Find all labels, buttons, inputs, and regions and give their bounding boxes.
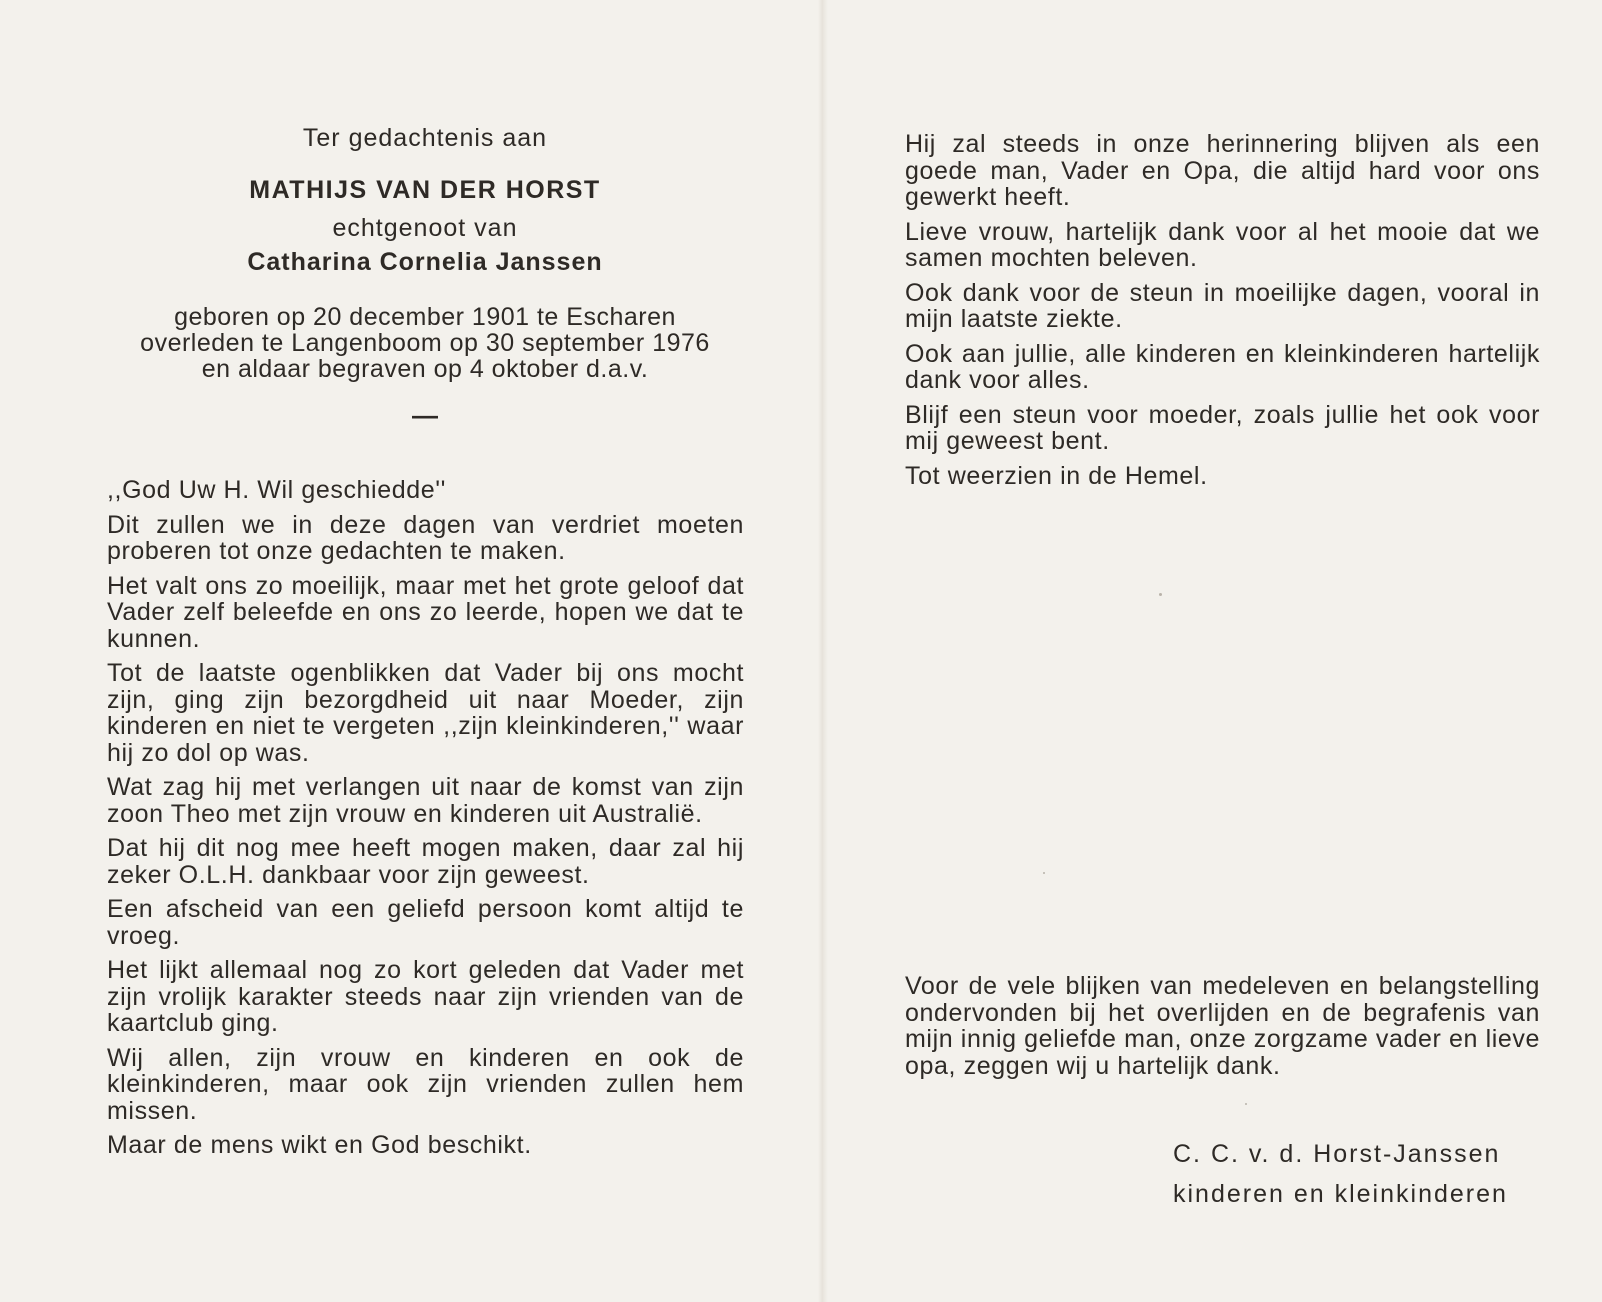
intro-text: Ter gedachtenis aan xyxy=(302,124,548,152)
left-text-body xyxy=(107,477,744,1167)
birth-line: geboren op 20 december 1901 te Escharen xyxy=(174,303,676,331)
right-text-body xyxy=(905,131,1540,497)
paper-speck xyxy=(1245,1103,1247,1105)
paper-speck xyxy=(1043,872,1045,874)
paragraph: Maar de mens wikt en God beschikt. xyxy=(107,1131,532,1159)
deceased-name: MATHIJS VAN DER HORST xyxy=(249,176,601,204)
paragraph: Tot weerzien in de Hemel. xyxy=(905,461,1208,490)
thanks-paragraph: Voor de vele blijken van medeleven en belangstelling ondervonden bij het overlijden en de begrafenis van mijn innig geliefde man, onze zorgzame vader en lieve opa, zeggen wij u hartelijk dank. xyxy=(905,972,1540,1080)
paragraph: Wij allen, zijn vrouw en kinderen en ook de kleinkinderen, maar ook zijn vrienden zullen hem missen. xyxy=(107,1043,744,1125)
separator-dash: — xyxy=(412,400,438,430)
burial-line: en aldaar begraven op 4 oktober d.a.v. xyxy=(201,355,649,383)
paragraph: Een afscheid van een geliefd persoon komt altijd te vroeg. xyxy=(107,895,744,950)
spouse-name: Catharina Cornelia Janssen xyxy=(247,248,603,276)
paragraph: Ook dank voor de steun in moeilijke dagen, vooral in mijn laatste ziekte. xyxy=(905,278,1540,333)
paragraph: Blijf een steun voor moeder, zoals jullie het ook voor mij geweest bent. xyxy=(905,400,1540,455)
signature-block xyxy=(1173,1134,1540,1214)
paragraph: Het lijkt allemaal nog zo kort geleden dat Vader met zijn vrolijk karakter steeds naar zijn vrienden van de kaartclub ging. xyxy=(107,956,744,1037)
paragraph: Het valt ons zo moeilijk, maar met het grote geloof dat Vader zelf beleefde en ons zo leerde, hopen we dat te kunnen. xyxy=(107,571,744,653)
signature-family: kinderen en kleinkinderen xyxy=(1173,1180,1508,1208)
paragraph: Hij zal steeds in onze herinnering blijven als een goede man, Vader en Opa, die altijd hard voor ons gewerkt heeft. xyxy=(905,130,1540,211)
death-line: overleden te Langenboom op 30 september 1976 xyxy=(140,329,710,357)
prayer-quote: ,,God Uw H. Wil geschiedde'' xyxy=(107,476,446,504)
paragraph: Dat hij dit nog mee heeft mogen maken, daar zal hij zeker O.L.H. dankbaar voor zijn geweest. xyxy=(107,834,744,889)
paragraph: Wat zag hij met verlangen uit naar de komst van zijn zoon Theo met zijn vrouw en kinderen uit Australië. xyxy=(107,773,744,828)
signature-name: C. C. v. d. Horst-Janssen xyxy=(1173,1140,1501,1168)
paragraph: Tot de laatste ogenblikken dat Vader bij ons mocht zijn, ging zijn bezorgdheid uit naar Moeder, zijn kinderen en niet te vergeten ,,zijn kleinkinderen,'' waar hij zo dol op was. xyxy=(107,659,744,767)
paragraph: Ook aan jullie, alle kinderen en kleinkinderen hartelijk dank voor alles. xyxy=(905,339,1540,394)
spouse-intro: echtgenoot van xyxy=(332,214,518,242)
paper-speck xyxy=(1159,593,1162,596)
paragraph: Lieve vrouw, hartelijk dank voor al het mooie dat we samen mochten beleven. xyxy=(905,217,1540,272)
life-dates xyxy=(105,304,745,382)
paragraph: Dit zullen we in deze dagen van verdriet moeten proberen tot onze gedachten te maken. xyxy=(107,510,744,565)
